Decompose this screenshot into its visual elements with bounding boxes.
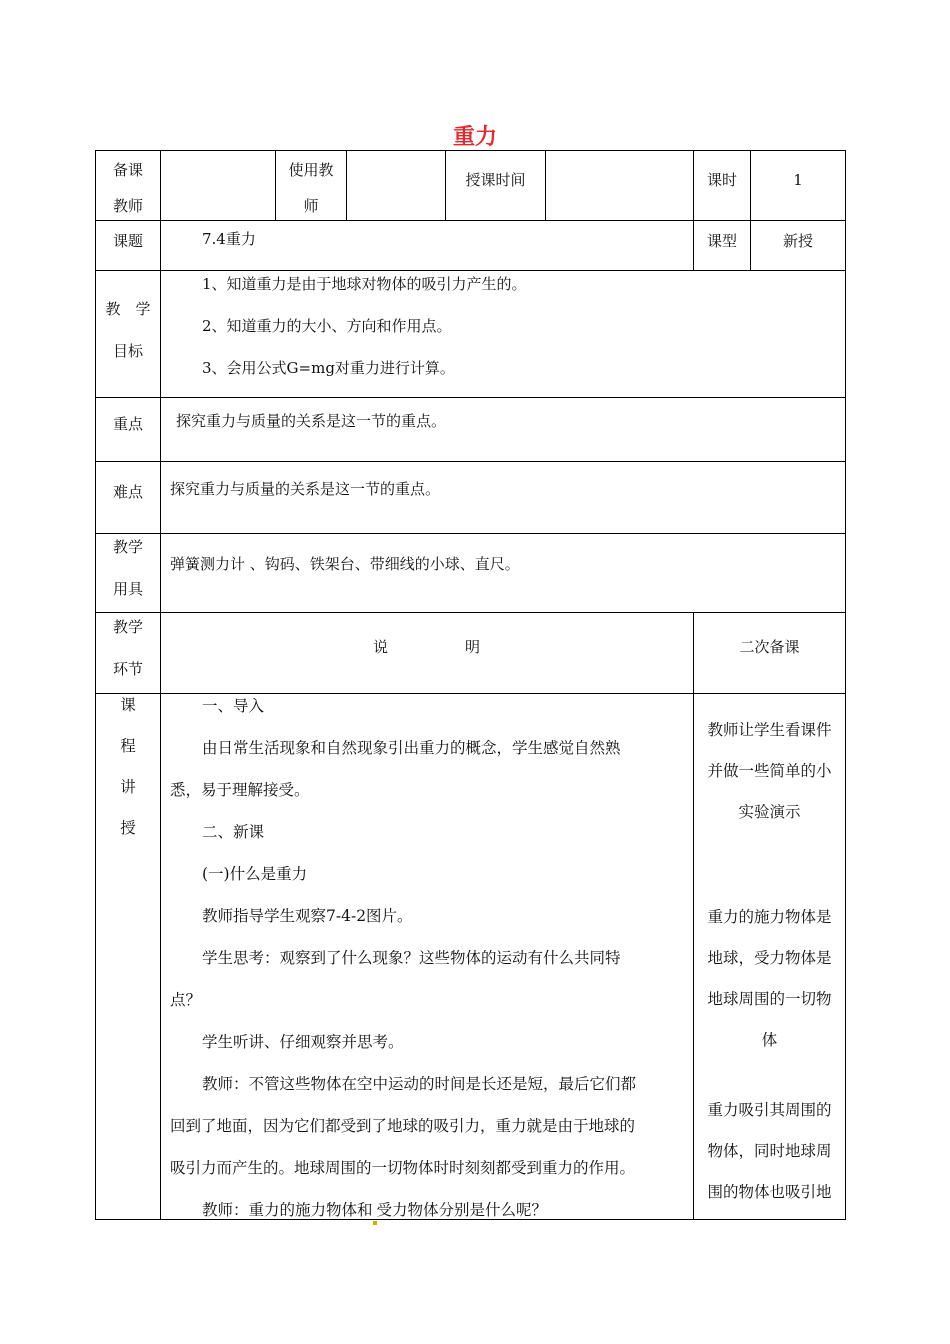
lecture-line: 学生思考：观察到了什么现象？这些物体的运动有什么共同特 <box>202 949 621 967</box>
lesson-type-value: 新授 <box>782 232 813 250</box>
hours-value: 1 <box>793 171 803 189</box>
row-border <box>95 533 846 534</box>
lecture-line: (一)什么是重力 <box>202 865 308 883</box>
difficulty-label: 难点 <box>112 483 143 501</box>
lecture-content <box>170 685 690 1231</box>
row-border <box>95 270 846 271</box>
hours-label: 课时 <box>706 171 737 189</box>
description-header-b: 明 <box>465 638 481 656</box>
lecture-line: 悉，易于理解接受。 <box>170 781 310 799</box>
section-label: 教学 环节 <box>112 618 143 678</box>
lecture-line: 二、新课 <box>202 823 265 841</box>
marker-dot <box>373 1221 377 1225</box>
lesson-type-label: 课型 <box>706 232 737 250</box>
lecture-line: 一、导入 <box>202 697 265 715</box>
prep-notes-a: 教师让学生看课件 并做一些简单的小 实验演示 <box>707 721 832 821</box>
teacher-label: 备课 教师 <box>112 161 143 215</box>
col-border <box>160 150 161 1220</box>
topic-label: 课题 <box>112 232 143 250</box>
goal-item: 1、知道重力是由于地球对物体的吸引力产生的。 <box>202 275 527 293</box>
col-border <box>750 150 751 271</box>
row-border <box>95 612 846 613</box>
row-border <box>95 220 846 221</box>
lecture-line: 教师：重力的施力物体和 受力物体分别是什么呢？ <box>170 1189 690 1231</box>
row-border <box>95 461 846 462</box>
lecture-line: 回到了地面，因为它们都受到了地球的吸引力，重力就是由于地球的 <box>170 1117 636 1135</box>
lecture-line: 点？ <box>170 991 202 1009</box>
difficulty-value: 探究重力与质量的关系是这一节的重点。 <box>170 480 441 498</box>
lecture-line: 教师指导学生观察7-4-2图片。 <box>202 907 413 925</box>
topic-value: 7.4重力 <box>202 230 256 248</box>
key-point-value: 探究重力与质量的关系是这一节的重点。 <box>176 412 447 430</box>
lecture-line: 吸引力而产生的。地球周围的一切物体时时刻刻都受到重力的作用。 <box>170 1159 636 1177</box>
lecture-line: 教师：不管这些物体在空中运动的时间是长还是短，最后它们都 <box>202 1075 637 1093</box>
tools-value: 弹簧测力计 、钩码、铁架台、带细线的小球、直尺。 <box>170 555 520 573</box>
tools-label: 教学 用具 <box>112 538 143 598</box>
lecture-line: 由日常生活现象和自然现象引出重力的概念，学生感觉自然熟 <box>202 739 621 757</box>
col-border <box>346 150 347 220</box>
col-border <box>845 150 846 1220</box>
secondary-prep-header: 二次备课 <box>739 638 800 656</box>
page-title: 重力 <box>452 125 497 150</box>
key-point-label: 重点 <box>112 415 143 433</box>
prep-notes-b: 重力的施力物体是 地球，受力物体是 地球周围的一切物 体 <box>707 908 832 1049</box>
lecture-label: 课 程 讲 授 <box>120 696 136 837</box>
description-header-a: 说 <box>373 638 389 656</box>
prep-notes-c: 重力吸引其周围的 物体，同时地球周 围的物体也吸引地 <box>707 1101 832 1201</box>
row-border <box>95 397 846 398</box>
goal-item: 2、知道重力的大小、方向和作用点。 <box>202 317 452 335</box>
goals-label: 教 学 目标 <box>105 300 151 360</box>
col-border <box>545 150 546 220</box>
class-time-label: 授课时间 <box>465 171 526 189</box>
user-teacher-label: 使用教 师 <box>288 161 334 215</box>
col-border <box>693 150 694 271</box>
row-border <box>95 150 846 151</box>
goal-item: 3、会用公式G=mg对重力进行计算。 <box>202 359 455 377</box>
lecture-line: 学生听讲、仔细观察并思考。 <box>202 1033 404 1051</box>
